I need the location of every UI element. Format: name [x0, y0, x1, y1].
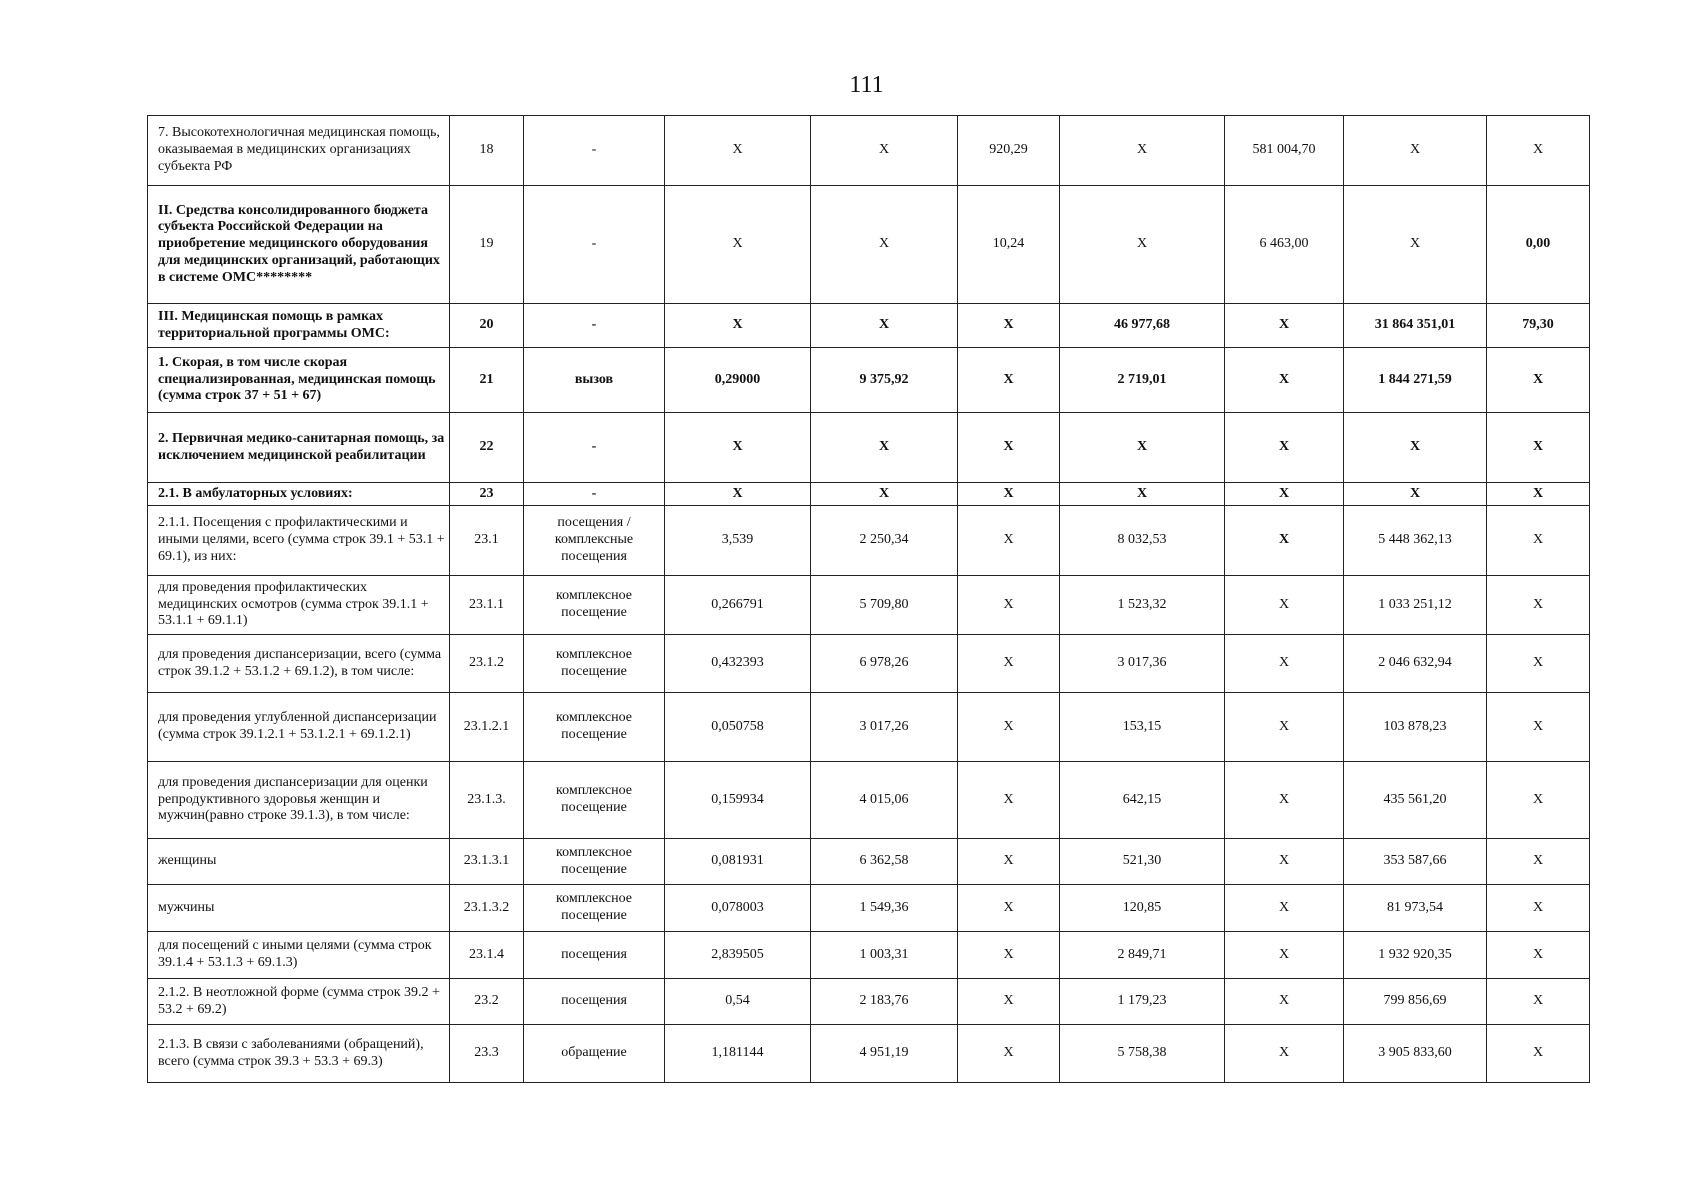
cell-norm-volume: 0,050758 [665, 693, 811, 762]
cell-percent: X [1487, 979, 1590, 1025]
cell-percent: X [1487, 839, 1590, 885]
cell-row-name: 1. Скорая, в том числе скорая специализированная, медицинская помощь (сумма строк 37 + 51 + 67) [148, 348, 450, 413]
data-table [147, 115, 1590, 1083]
cell-unit: посещения [524, 932, 665, 979]
cell-budget-per-capita: X [958, 413, 1060, 483]
cell-row-code: 20 [450, 304, 524, 348]
cell-budget-total: X [1225, 885, 1344, 932]
cell-row-name: для посещений с иными целями (сумма строк 39.1.4 + 53.1.3 + 69.1.3) [148, 932, 450, 979]
cell-norm-cost: 4 951,19 [811, 1025, 958, 1083]
cell-norm-cost: X [811, 116, 958, 186]
cell-oms-per-capita: 1 179,23 [1060, 979, 1225, 1025]
cell-budget-per-capita: X [958, 483, 1060, 506]
table-row [148, 483, 1590, 506]
cell-norm-cost: 5 709,80 [811, 576, 958, 635]
cell-row-name: 7. Высокотехнологичная медицинская помощь, оказываемая в медицинских организациях субъекта РФ [148, 116, 450, 186]
cell-norm-cost: 6 362,58 [811, 839, 958, 885]
cell-row-code: 21 [450, 348, 524, 413]
cell-budget-per-capita: X [958, 304, 1060, 348]
cell-unit: - [524, 186, 665, 304]
table-row [148, 348, 1590, 413]
cell-percent: X [1487, 885, 1590, 932]
cell-oms-per-capita: X [1060, 116, 1225, 186]
cell-row-code: 23.1.1 [450, 576, 524, 635]
cell-norm-volume: X [665, 413, 811, 483]
cell-oms-total: X [1344, 116, 1487, 186]
cell-budget-total: X [1225, 348, 1344, 413]
table-row [148, 116, 1590, 186]
cell-budget-total: X [1225, 635, 1344, 693]
cell-oms-per-capita: 8 032,53 [1060, 506, 1225, 576]
cell-oms-total: 1 932 920,35 [1344, 932, 1487, 979]
cell-oms-total: 1 033 251,12 [1344, 576, 1487, 635]
cell-norm-volume: 0,159934 [665, 762, 811, 839]
cell-budget-per-capita: X [958, 932, 1060, 979]
cell-budget-total: X [1225, 762, 1344, 839]
cell-budget-per-capita: X [958, 693, 1060, 762]
table-row [148, 635, 1590, 693]
cell-percent: X [1487, 506, 1590, 576]
cell-budget-per-capita: 920,29 [958, 116, 1060, 186]
table-row [148, 1025, 1590, 1083]
cell-oms-total: 353 587,66 [1344, 839, 1487, 885]
cell-oms-per-capita: 153,15 [1060, 693, 1225, 762]
cell-unit: посещения [524, 979, 665, 1025]
table-row [148, 839, 1590, 885]
cell-norm-cost: X [811, 413, 958, 483]
cell-row-name: женщины [148, 839, 450, 885]
cell-norm-volume: 0,54 [665, 979, 811, 1025]
table-row [148, 885, 1590, 932]
cell-norm-cost: 3 017,26 [811, 693, 958, 762]
cell-row-name: для проведения профилактических медицинских осмотров (сумма строк 39.1.1 + 53.1.1 + 69.1.1) [148, 576, 450, 635]
cell-oms-per-capita: 3 017,36 [1060, 635, 1225, 693]
cell-budget-total: X [1225, 839, 1344, 885]
cell-norm-volume: 0,432393 [665, 635, 811, 693]
cell-unit: - [524, 116, 665, 186]
cell-percent: X [1487, 483, 1590, 506]
cell-row-name: 2. Первичная медико-санитарная помощь, за исключением медицинской реабилитации [148, 413, 450, 483]
cell-norm-cost: 9 375,92 [811, 348, 958, 413]
table-body [148, 116, 1590, 1083]
cell-norm-volume: 0,29000 [665, 348, 811, 413]
cell-unit: обращение [524, 1025, 665, 1083]
cell-row-code: 22 [450, 413, 524, 483]
cell-budget-total: 581 004,70 [1225, 116, 1344, 186]
cell-budget-per-capita: X [958, 762, 1060, 839]
cell-percent: X [1487, 413, 1590, 483]
cell-norm-cost: 4 015,06 [811, 762, 958, 839]
cell-percent: X [1487, 116, 1590, 186]
cell-norm-volume: 3,539 [665, 506, 811, 576]
cell-budget-total: X [1225, 693, 1344, 762]
cell-oms-per-capita: 2 849,71 [1060, 932, 1225, 979]
cell-percent: X [1487, 1025, 1590, 1083]
cell-row-name: для проведения диспансеризации для оценки репродуктивного здоровья женщин и мужчин(равно строке 39.1.3), в том числе: [148, 762, 450, 839]
cell-norm-cost: 6 978,26 [811, 635, 958, 693]
cell-oms-total: X [1344, 413, 1487, 483]
cell-oms-per-capita: 521,30 [1060, 839, 1225, 885]
cell-row-code: 23.1.2 [450, 635, 524, 693]
cell-row-code: 19 [450, 186, 524, 304]
cell-unit: комплексное посещение [524, 762, 665, 839]
cell-budget-per-capita: X [958, 839, 1060, 885]
cell-norm-cost: X [811, 304, 958, 348]
cell-oms-total: 31 864 351,01 [1344, 304, 1487, 348]
cell-oms-total: 435 561,20 [1344, 762, 1487, 839]
table-row [148, 932, 1590, 979]
cell-norm-cost: X [811, 186, 958, 304]
cell-norm-volume: 0,081931 [665, 839, 811, 885]
cell-budget-total: X [1225, 576, 1344, 635]
cell-unit: вызов [524, 348, 665, 413]
cell-row-code: 23.1.4 [450, 932, 524, 979]
cell-norm-cost: 1 549,36 [811, 885, 958, 932]
cell-oms-total: X [1344, 186, 1487, 304]
cell-norm-volume: X [665, 483, 811, 506]
cell-row-code: 23.1 [450, 506, 524, 576]
cell-norm-cost: 1 003,31 [811, 932, 958, 979]
cell-row-code: 23 [450, 483, 524, 506]
cell-norm-volume: 1,181144 [665, 1025, 811, 1083]
cell-row-name: 2.1. В амбулаторных условиях: [148, 483, 450, 506]
cell-oms-per-capita: 46 977,68 [1060, 304, 1225, 348]
cell-norm-volume: X [665, 116, 811, 186]
table-row [148, 979, 1590, 1025]
cell-oms-per-capita: 5 758,38 [1060, 1025, 1225, 1083]
cell-percent: X [1487, 932, 1590, 979]
cell-oms-per-capita: 642,15 [1060, 762, 1225, 839]
cell-unit: посещения / комплексные посещения [524, 506, 665, 576]
cell-row-name: II. Средства консолидированного бюджета субъекта Российской Федерации на приобретение медицинского оборудования для медицинских организаций, работающих в системе ОМС******** [148, 186, 450, 304]
cell-unit: - [524, 483, 665, 506]
page-number: 111 [849, 72, 884, 98]
cell-budget-total: 6 463,00 [1225, 186, 1344, 304]
table-row [148, 304, 1590, 348]
table-row [148, 413, 1590, 483]
cell-oms-total: 1 844 271,59 [1344, 348, 1487, 413]
table-row [148, 576, 1590, 635]
cell-budget-total: X [1225, 979, 1344, 1025]
cell-budget-per-capita: X [958, 885, 1060, 932]
cell-budget-total: X [1225, 413, 1344, 483]
cell-oms-total: 81 973,54 [1344, 885, 1487, 932]
cell-unit: - [524, 304, 665, 348]
cell-oms-per-capita: 2 719,01 [1060, 348, 1225, 413]
cell-unit: - [524, 413, 665, 483]
cell-oms-total: 799 856,69 [1344, 979, 1487, 1025]
cell-norm-volume: X [665, 186, 811, 304]
cell-budget-per-capita: X [958, 348, 1060, 413]
cell-oms-per-capita: X [1060, 186, 1225, 304]
cell-oms-total: 5 448 362,13 [1344, 506, 1487, 576]
cell-percent: X [1487, 762, 1590, 839]
cell-norm-volume: X [665, 304, 811, 348]
cell-row-code: 23.2 [450, 979, 524, 1025]
cell-budget-total: X [1225, 932, 1344, 979]
cell-norm-cost: X [811, 483, 958, 506]
cell-percent: X [1487, 348, 1590, 413]
cell-budget-per-capita: X [958, 576, 1060, 635]
cell-row-code: 23.1.3.1 [450, 839, 524, 885]
cell-row-name: для проведения диспансеризации, всего (сумма строк 39.1.2 + 53.1.2 + 69.1.2), в том числе: [148, 635, 450, 693]
cell-budget-total: X [1225, 483, 1344, 506]
cell-budget-per-capita: X [958, 1025, 1060, 1083]
cell-row-code: 23.3 [450, 1025, 524, 1083]
cell-row-name: 2.1.1. Посещения с профилактическими и иными целями, всего (сумма строк 39.1 + 53.1 + 69.1), из них: [148, 506, 450, 576]
cell-row-name: 2.1.3. В связи с заболеваниями (обращений), всего (сумма строк 39.3 + 53.3 + 69.3) [148, 1025, 450, 1083]
cell-oms-total: 103 878,23 [1344, 693, 1487, 762]
cell-row-name: мужчины [148, 885, 450, 932]
cell-oms-total: 3 905 833,60 [1344, 1025, 1487, 1083]
cell-row-name: для проведения углубленной диспансеризации (сумма строк 39.1.2.1 + 53.1.2.1 + 69.1.2.1) [148, 693, 450, 762]
cell-oms-per-capita: X [1060, 413, 1225, 483]
cell-row-code: 18 [450, 116, 524, 186]
cell-unit: комплексное посещение [524, 693, 665, 762]
cell-oms-per-capita: 120,85 [1060, 885, 1225, 932]
cell-unit: комплексное посещение [524, 885, 665, 932]
cell-budget-per-capita: X [958, 979, 1060, 1025]
cell-row-code: 23.1.3.2 [450, 885, 524, 932]
table-row [148, 186, 1590, 304]
cell-row-code: 23.1.2.1 [450, 693, 524, 762]
cell-row-code: 23.1.3. [450, 762, 524, 839]
cell-budget-total: X [1225, 304, 1344, 348]
cell-oms-per-capita: 1 523,32 [1060, 576, 1225, 635]
cell-norm-volume: 0,266791 [665, 576, 811, 635]
cell-percent: X [1487, 693, 1590, 762]
table-row [148, 506, 1590, 576]
cell-row-name: III. Медицинская помощь в рамках территориальной программы ОМС: [148, 304, 450, 348]
cell-row-name: 2.1.2. В неотложной форме (сумма строк 39.2 + 53.2 + 69.2) [148, 979, 450, 1025]
cell-percent: 79,30 [1487, 304, 1590, 348]
cell-norm-volume: 2,839505 [665, 932, 811, 979]
cell-budget-total: X [1225, 506, 1344, 576]
cell-unit: комплексное посещение [524, 635, 665, 693]
cell-oms-per-capita: X [1060, 483, 1225, 506]
cell-norm-cost: 2 250,34 [811, 506, 958, 576]
cell-budget-per-capita: 10,24 [958, 186, 1060, 304]
cell-norm-volume: 0,078003 [665, 885, 811, 932]
table-row [148, 693, 1590, 762]
table-row [148, 762, 1590, 839]
cell-budget-total: X [1225, 1025, 1344, 1083]
cell-norm-cost: 2 183,76 [811, 979, 958, 1025]
cell-oms-total: X [1344, 483, 1487, 506]
cell-unit: комплексное посещение [524, 576, 665, 635]
cell-budget-per-capita: X [958, 506, 1060, 576]
cell-percent: X [1487, 635, 1590, 693]
cell-oms-total: 2 046 632,94 [1344, 635, 1487, 693]
cell-budget-per-capita: X [958, 635, 1060, 693]
cell-percent: 0,00 [1487, 186, 1590, 304]
cell-percent: X [1487, 576, 1590, 635]
cell-unit: комплексное посещение [524, 839, 665, 885]
